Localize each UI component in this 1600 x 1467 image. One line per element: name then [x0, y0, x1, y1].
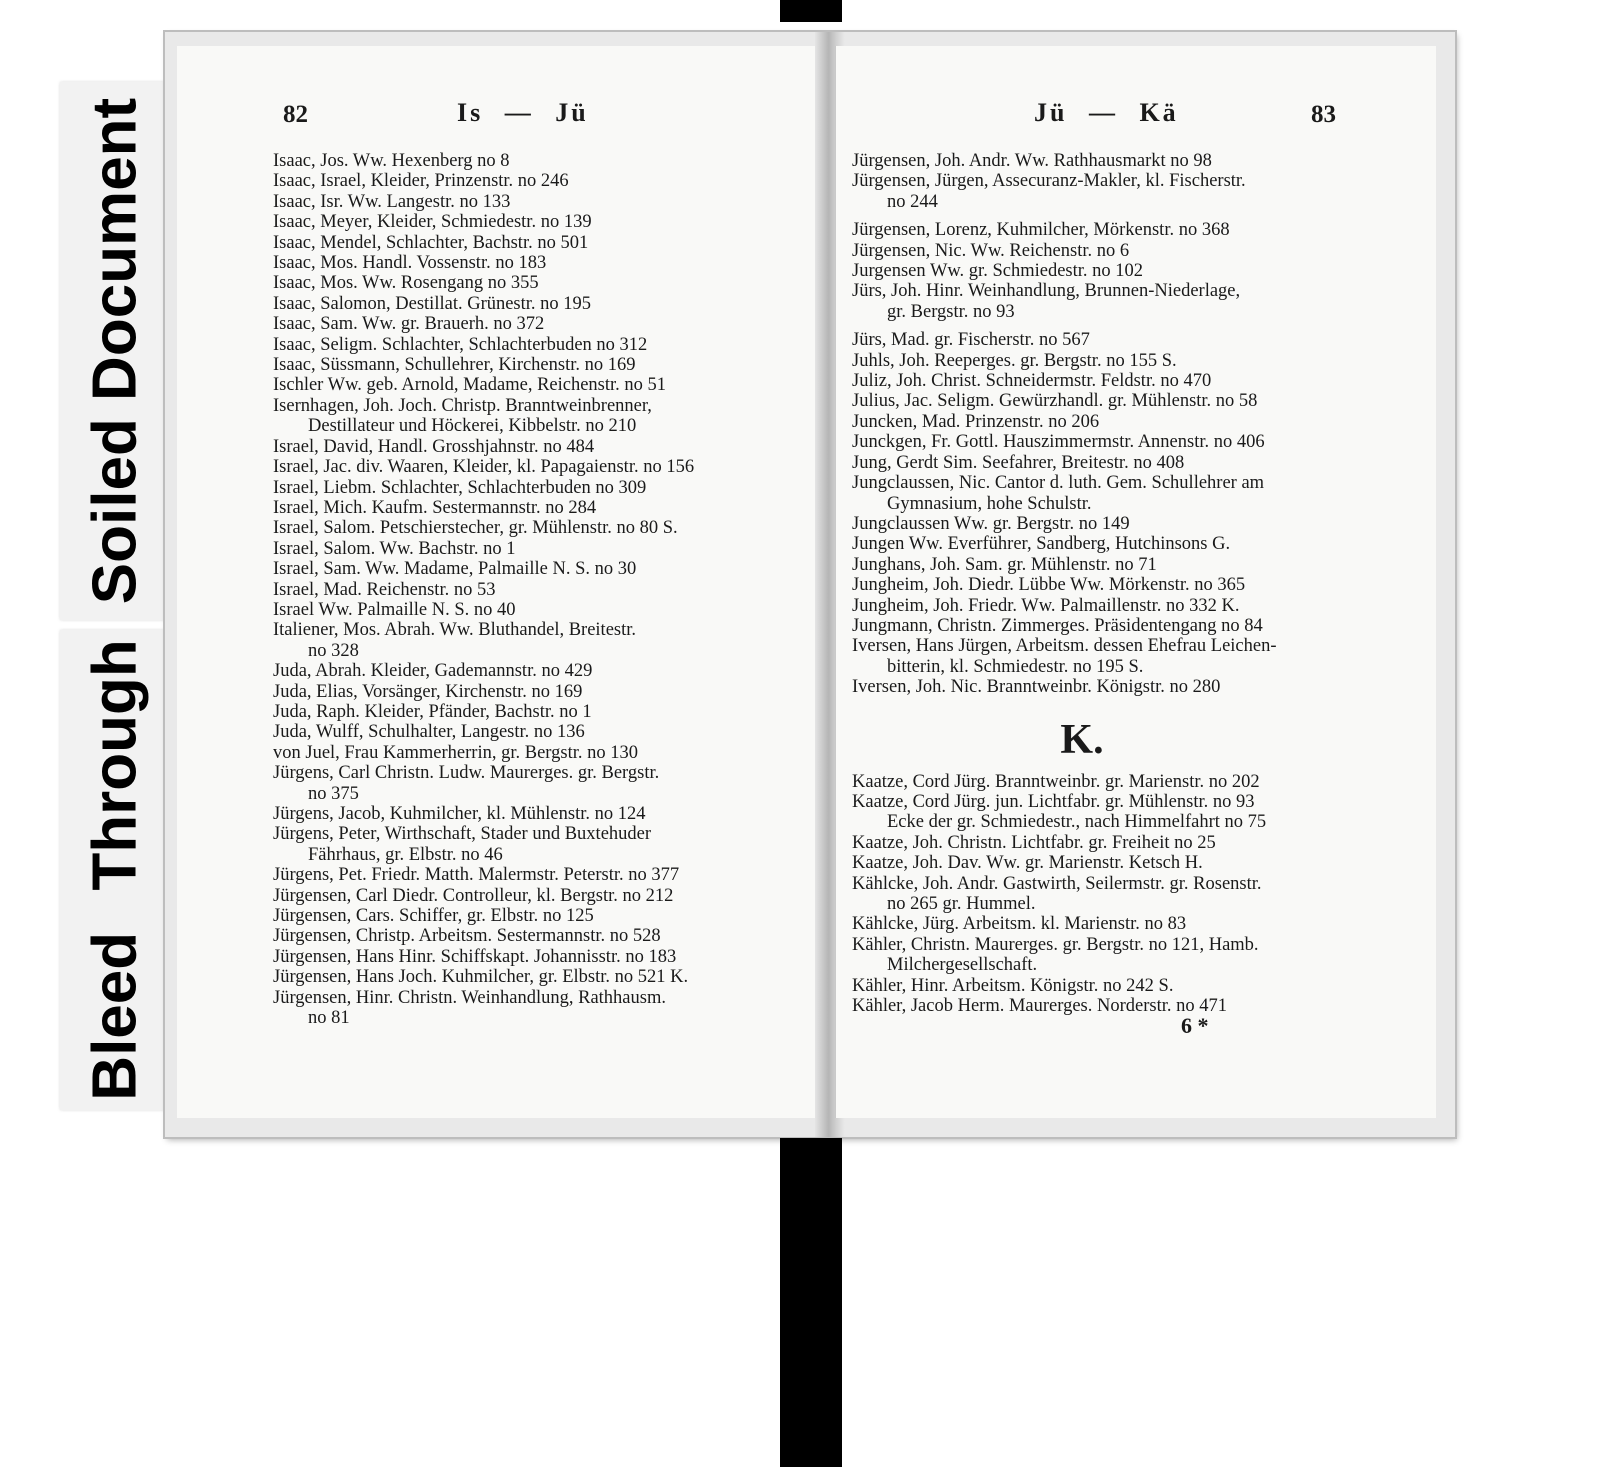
soiled-document-label: [60, 82, 170, 620]
directory-entry: [273, 335, 773, 355]
directory-entry: [852, 616, 1352, 636]
right-running-head: Jü — Kä: [1034, 98, 1179, 127]
directory-entry: [852, 636, 1352, 677]
directory-entry: [273, 926, 773, 946]
entry-line: Kähler, Christn. Maurerges. gr. Bergstr. no 121, Hamb.: [852, 934, 1259, 955]
entry-line: Jürgensen, Hinr. Christn. Weinhandlung, Rathhausm.: [273, 987, 666, 1008]
directory-entry: [852, 220, 1352, 240]
directory-entry: [852, 976, 1352, 996]
entry-gap: [852, 212, 1352, 220]
directory-entry: [273, 743, 773, 763]
entry-line: Jung, Gerdt Sim. Seefahrer, Breitestr. no 408: [852, 452, 1185, 473]
directory-entry: [273, 192, 773, 212]
entry-line: Jürgensen, Cars. Schiffer, gr. Elbstr. no 125: [273, 906, 594, 927]
directory-entry: [852, 555, 1352, 575]
entry-line: Kählcke, Jürg. Arbeitsm. kl. Marienstr. no 83: [852, 914, 1187, 935]
entry-line: Jürgens, Peter, Wirthschaft, Stader und Buxtehuder: [273, 824, 652, 845]
right-page: [835, 46, 1436, 1118]
entry-line: Ischler Ww. geb. Arnold, Madame, Reichenstr. no 51: [273, 375, 667, 396]
directory-entry: [852, 453, 1352, 473]
directory-entry: [852, 534, 1352, 554]
entry-line: Jürgensen, Hans Joch. Kuhmilcher, gr. Elbstr. no 521 K.: [273, 967, 689, 988]
entry-line: Junckgen, Fr. Gottl. Hauszimmermstr. Annenstr. no 406: [852, 432, 1265, 453]
entry-continuation-line: Fährhaus, gr. Elbstr. no 46: [308, 844, 503, 865]
directory-entry: [273, 559, 773, 579]
directory-entry: [273, 457, 773, 477]
directory-entry: [852, 596, 1352, 616]
directory-entry: [852, 514, 1352, 534]
directory-entry: [273, 906, 773, 926]
entry-line: Jürgensen, Christp. Arbeitsm. Sestermannstr. no 528: [273, 926, 661, 947]
directory-entry: [852, 473, 1352, 514]
directory-entry: [852, 874, 1352, 915]
directory-entry: [852, 151, 1352, 171]
entry-line: Juda, Elias, Vorsänger, Kirchenstr. no 169: [273, 681, 583, 702]
directory-entry: [852, 371, 1352, 391]
entry-line: Israel, Sam. Ww. Madame, Palmaille N. S. no 30: [273, 559, 637, 580]
entry-line: Jürgensen, Hans Hinr. Schiffskapt. Johannisstr. no 183: [273, 946, 677, 967]
directory-entry: [273, 233, 773, 253]
directory-entry: [273, 375, 773, 395]
entry-line: Isaac, Salomon, Destillat. Grünestr. no 195: [273, 293, 592, 314]
entry-line: Juda, Wulff, Schulhalter, Langestr. no 136: [273, 722, 585, 743]
entry-line: Israel, David, Handl. Grosshjahnstr. no 484: [273, 436, 595, 457]
entry-line: Iversen, Hans Jürgen, Arbeitsm. dessen Ehefrau Leichen-: [852, 636, 1277, 657]
directory-entry: [273, 722, 773, 742]
left-running-head: Is — Jü: [457, 98, 589, 127]
right-page-number: 83: [1311, 101, 1336, 128]
directory-entry: [852, 391, 1352, 411]
directory-entry: [273, 171, 773, 191]
directory-entry: [273, 620, 773, 661]
directory-entry: [852, 996, 1352, 1016]
entry-gap: [852, 322, 1352, 330]
entry-line: Jungclaussen Ww. gr. Bergstr. no 149: [852, 513, 1130, 534]
directory-entry: [852, 281, 1352, 322]
directory-entry: [852, 261, 1352, 281]
section-letter-heading: K.: [1060, 716, 1104, 763]
entry-line: Kähler, Jacob Herm. Maurerges. Norderstr. no 471: [852, 996, 1227, 1017]
bleed-through-label-text: Bleed Through: [80, 639, 150, 1101]
directory-entry: [273, 702, 773, 722]
directory-entry: [273, 498, 773, 518]
entry-line: Jürs, Joh. Hinr. Weinhandlung, Brunnen-Niederlage,: [852, 281, 1241, 302]
entry-line: Juda, Raph. Kleider, Pfänder, Bachstr. no 1: [273, 701, 592, 722]
entry-line: Kaatze, Joh. Dav. Ww. gr. Marienstr. Ketsch H.: [852, 853, 1203, 874]
bleed-through-label: [60, 630, 170, 1110]
entry-line: Isaac, Israel, Kleider, Prinzenstr. no 246: [273, 171, 569, 192]
entry-line: Isaac, Mendel, Schlachter, Bachstr. no 501: [273, 232, 589, 253]
entry-continuation-line: no 81: [308, 1008, 350, 1029]
entry-line: Jungmann, Christn. Zimmerges. Präsidentengang no 84: [852, 615, 1263, 636]
soiled-document-label-text: Soiled Document: [80, 97, 150, 605]
entry-line: Jungclaussen, Nic. Cantor d. luth. Gem. Schullehrer am: [852, 473, 1265, 494]
left-page: [177, 46, 826, 1118]
entry-continuation-line: no 328: [308, 640, 359, 661]
binding-strip-bottom: [780, 1138, 842, 1467]
entry-line: Isaac, Meyer, Kleider, Schmiedestr. no 139: [273, 212, 592, 233]
directory-entry: [273, 151, 773, 171]
entry-continuation-line: no 375: [308, 783, 359, 804]
directory-entry: [852, 792, 1352, 833]
entry-line: Jürgensen, Carl Diedr. Controlleur, kl. Bergstr. no 212: [273, 885, 674, 906]
entry-line: Jurgensen Ww. gr. Schmiedestr. no 102: [852, 261, 1144, 282]
entry-line: Jürgens, Jacob, Kuhmilcher, kl. Mühlenstr. no 124: [273, 804, 646, 824]
directory-entry: [273, 518, 773, 538]
right-entry-list: [852, 151, 1352, 1016]
directory-entry: [852, 241, 1352, 261]
entry-line: Jürgensen, Jürgen, Assecuranz-Makler, kl. Fischerstr.: [852, 171, 1246, 192]
entry-continuation-line: gr. Bergstr. no 93: [887, 301, 1015, 322]
entry-line: Jungen Ww. Everführer, Sandberg, Hutchinsons G.: [852, 534, 1231, 555]
entry-line: Jürgens, Carl Christn. Ludw. Maurerges. gr. Bergstr.: [273, 763, 660, 784]
entry-line: Iversen, Joh. Nic. Branntweinbr. Königstr. no 280: [852, 677, 1221, 698]
entry-continuation-line: bitterin, kl. Schmiedestr. no 195 S.: [887, 656, 1144, 677]
entry-line: Israel, Mich. Kaufm. Sestermannstr. no 284: [273, 497, 597, 518]
entry-continuation-line: no 244: [887, 191, 938, 212]
directory-entry: [852, 853, 1352, 873]
entry-line: Israel, Salom. Ww. Bachstr. no 1: [273, 538, 516, 559]
entry-line: Kählcke, Joh. Andr. Gastwirth, Seilermstr. gr. Rosenstr.: [852, 873, 1262, 894]
directory-entry: [852, 914, 1352, 934]
directory-entry: [273, 661, 773, 681]
entry-line: Isernhagen, Joh. Joch. Christp. Branntweinbrenner,: [273, 395, 652, 416]
directory-entry: [273, 600, 773, 620]
entry-line: Isaac, Mos. Ww. Rosengang no 355: [273, 273, 539, 294]
directory-entry: [273, 947, 773, 967]
entry-line: Jürgensen, Nic. Ww. Reichenstr. no 6: [852, 240, 1130, 261]
entry-line: Jungheim, Joh. Friedr. Ww. Palmaillenstr. no 332 K.: [852, 595, 1240, 616]
binding-strip-top: [780, 0, 842, 22]
directory-entry: [852, 575, 1352, 595]
entry-line: Juhls, Joh. Reeperges. gr. Bergstr. no 155 S.: [852, 350, 1177, 371]
entry-line: Israel, Jac. div. Waaren, Kleider, kl. Papagaienstr. no 156: [273, 457, 695, 478]
directory-entry: [852, 351, 1352, 371]
entry-line: Jürs, Mad. gr. Fischerstr. no 567: [852, 330, 1090, 351]
directory-entry: [273, 212, 773, 232]
signature-mark: 6 *: [1181, 1013, 1209, 1038]
entry-line: Isaac, Jos. Ww. Hexenberg no 8: [273, 151, 510, 171]
entry-line: Julius, Jac. Seligm. Gewürzhandl. gr. Mühlenstr. no 58: [852, 391, 1258, 412]
directory-entry: [273, 355, 773, 375]
directory-entry: [273, 682, 773, 702]
entry-line: Isaac, Seligm. Schlachter, Schlachterbuden no 312: [273, 334, 648, 355]
directory-entry: [852, 772, 1352, 792]
entry-line: Jürgens, Pet. Friedr. Matth. Malermstr. Peterstr. no 377: [273, 865, 680, 886]
left-entry-list: [273, 151, 773, 1028]
directory-entry: [852, 935, 1352, 976]
directory-entry: [852, 432, 1352, 452]
directory-entry: [273, 396, 773, 437]
entry-line: von Juel, Frau Kammerherrin, gr. Bergstr. no 130: [273, 742, 638, 763]
directory-entry: [852, 412, 1352, 432]
entry-line: Kaatze, Cord Jürg. jun. Lichtfabr. gr. Mühlenstr. no 93: [852, 791, 1255, 812]
entry-line: Junghans, Joh. Sam. gr. Mühlenstr. no 71: [852, 554, 1157, 575]
entry-line: Israel, Mad. Reichenstr. no 53: [273, 579, 496, 600]
left-page-number: 82: [283, 101, 308, 128]
directory-entry: [273, 314, 773, 334]
entry-line: Isaac, Isr. Ww. Langestr. no 133: [273, 191, 511, 212]
entry-continuation-line: Milchergesellschaft.: [887, 955, 1038, 976]
directory-entry: [273, 988, 773, 1029]
entry-line: Juncken, Mad. Prinzenstr. no 206: [852, 411, 1100, 432]
entry-line: Jürgensen, Joh. Andr. Ww. Rathhausmarkt no 98: [852, 151, 1212, 171]
entry-line: Juliz, Joh. Christ. Schneidermstr. Feldstr. no 470: [852, 371, 1212, 392]
directory-entry: [852, 171, 1352, 212]
entry-line: Italiener, Mos. Abrah. Ww. Bluthandel, Breitestr.: [273, 620, 637, 641]
directory-entry: [273, 763, 773, 804]
entry-line: Kähler, Hinr. Arbeitsm. Königstr. no 242 S.: [852, 975, 1174, 996]
directory-entry: [273, 865, 773, 885]
directory-entry: [273, 886, 773, 906]
directory-entry: [852, 677, 1352, 697]
directory-entry: [273, 478, 773, 498]
directory-entry: [273, 437, 773, 457]
entry-continuation-line: Ecke der gr. Schmiedestr., nach Himmelfahrt no 75: [887, 812, 1267, 833]
entry-continuation-line: no 265 gr. Hummel.: [887, 894, 1036, 914]
entry-line: Juda, Abrah. Kleider, Gademannstr. no 429: [273, 661, 593, 682]
directory-entry: [273, 824, 773, 865]
directory-entry: [273, 804, 773, 824]
open-book: [165, 32, 1455, 1137]
entry-line: Kaatze, Cord Jürg. Branntweinbr. gr. Marienstr. no 202: [852, 771, 1260, 792]
directory-entry: [273, 294, 773, 314]
directory-entry: [273, 539, 773, 559]
directory-entry: [273, 967, 773, 987]
entry-line: Isaac, Sam. Ww. gr. Brauerh. no 372: [273, 314, 545, 335]
directory-entry: [273, 580, 773, 600]
entry-continuation-line: Gymnasium, hohe Schulstr.: [887, 493, 1092, 514]
entry-line: Jürgensen, Lorenz, Kuhmilcher, Mörkenstr. no 368: [852, 220, 1230, 241]
directory-entry: [273, 273, 773, 293]
directory-entry: [852, 833, 1352, 853]
entry-line: Israel Ww. Palmaille N. S. no 40: [273, 599, 516, 620]
entry-line: Kaatze, Joh. Christn. Lichtfabr. gr. Freiheit no 25: [852, 832, 1216, 853]
entry-line: Israel, Liebm. Schlachter, Schlachterbuden no 309: [273, 477, 647, 498]
entry-line: Isaac, Mos. Handl. Vossenstr. no 183: [273, 253, 547, 274]
directory-entry: [273, 253, 773, 273]
entry-line: Isaac, Süssmann, Schullehrer, Kirchenstr. no 169: [273, 355, 636, 376]
entry-line: Israel, Salom. Petschierstecher, gr. Mühlenstr. no 80 S.: [273, 518, 678, 539]
entry-line: Jungheim, Joh. Diedr. Lübbe Ww. Mörkenstr. no 365: [852, 575, 1246, 596]
directory-entry: [852, 330, 1352, 350]
entry-continuation-line: Destillateur und Höckerei, Kibbelstr. no 210: [308, 416, 637, 437]
